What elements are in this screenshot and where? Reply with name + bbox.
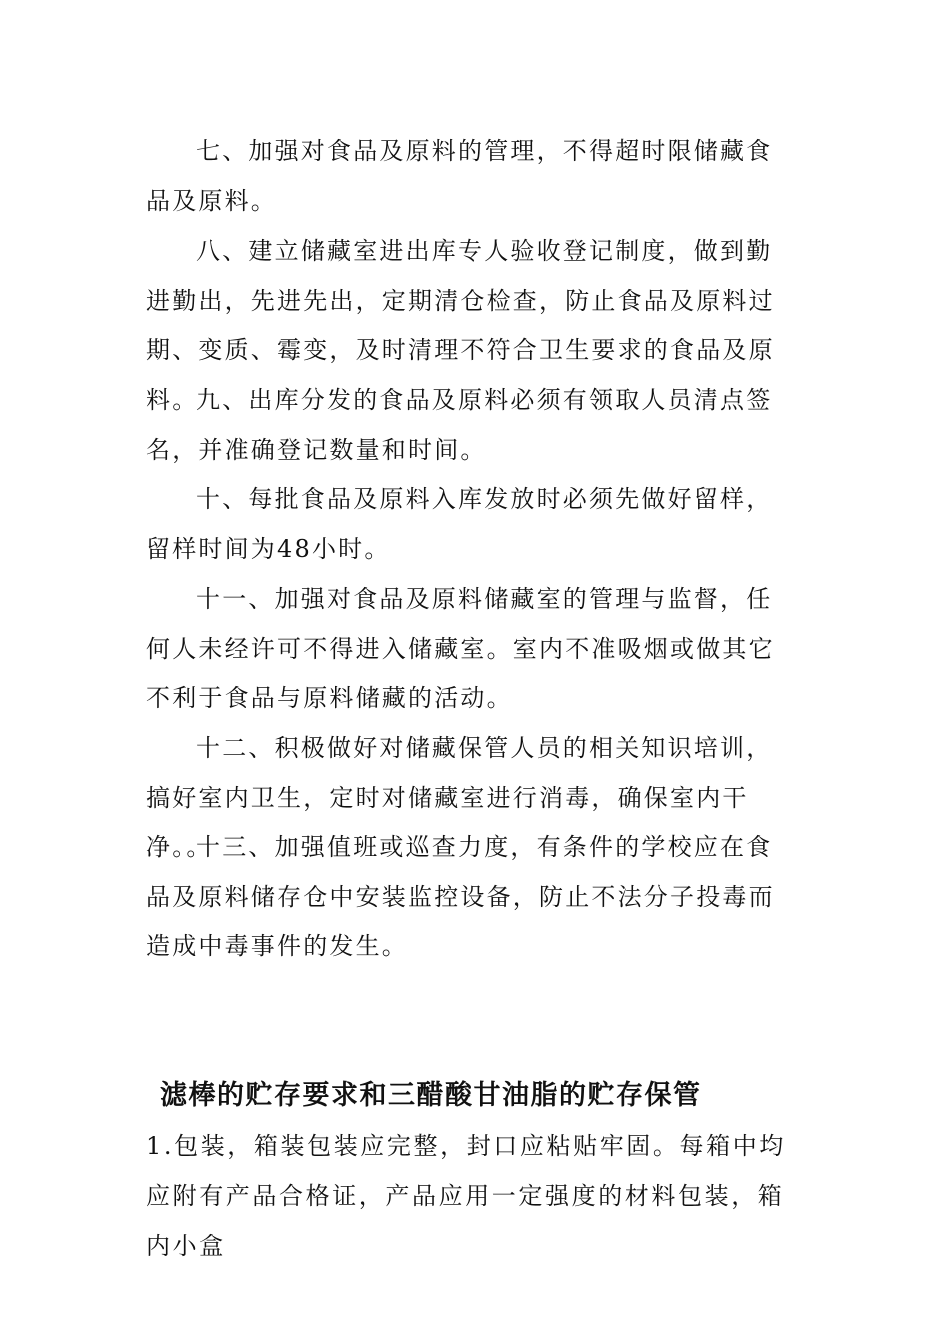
paragraph-11: 十一、加强对食品及原料储藏室的管理与监督，任何人未经许可不得进入储藏室。室内不准吸烟或做其它不利于食品与原料储藏的活动。 [146,585,775,712]
section-item-1: 1.包装，箱装包装应完整，封口应粘贴牢固。每箱中均应附有产品合格证，产品应用一定强度的材料包装，箱内小盒 [146,1132,786,1260]
paragraph-8: 八、建立储藏室进出库专人验收登记制度，做到勤进勤出，先进先出，定期清仓检查，防止食品及原料过期、变质、霉变，及时清理不符合卫生要求的食品及原料。 [146,237,775,414]
section-heading: 滤棒的贮存要求和三醋酸甘油脂的贮存保管 [160,1080,702,1111]
paragraph-10: 十、每批食品及原料入库发放时必须先做好留样，留样时间为48小时。 [146,485,773,563]
paragraph-12: 十二、积极做好对储藏保管人员的相关知识培训，搞好室内卫生，定时对储藏室进行消毒，确保室内干净。。 [146,734,773,861]
paragraph-13: 十三、加强值班或巡查力度，有条件的学校应在食品及原料储存仓中安装监控设备，防止不法分子投毒而造成中毒事件的发生。 [146,833,775,960]
paragraph-9: 九、出库分发的食品及原料必须有领取人员清点签名，并准确登记数量和时间。 [146,386,773,464]
paragraph-7: 七、加强对食品及原料的管理，不得超时限储藏食品及原料。 [146,137,773,215]
